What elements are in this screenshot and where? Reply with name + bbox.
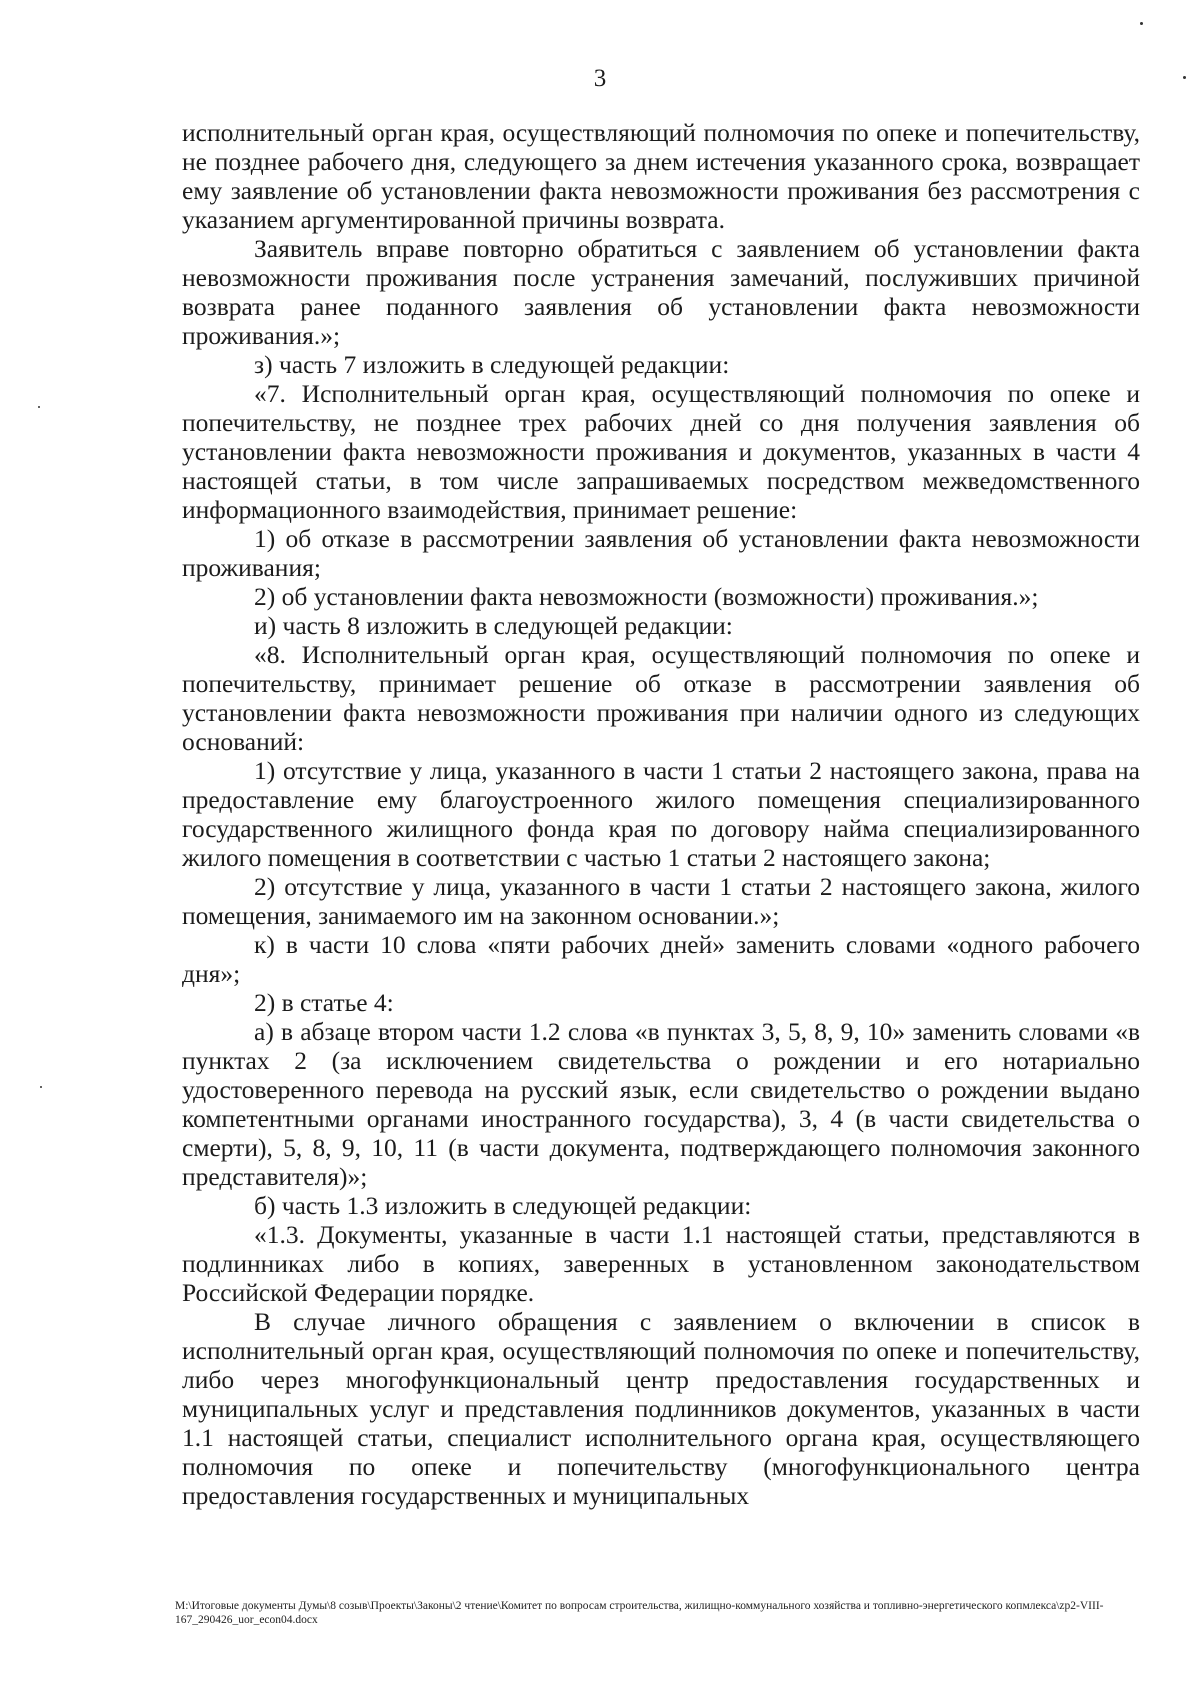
paragraph-11: к) в части 10 слова «пяти рабочих дней» заменить словами «одного рабочего дня»; xyxy=(182,930,1140,988)
paragraph-2: Заявитель вправе повторно обратиться с заявлением об установлении факта невозможности проживания после устранения замечаний, послуживших причиной возврата ранее поданного заявления об установлении факта невозможности проживания.»; xyxy=(182,234,1140,350)
scan-speck xyxy=(1183,76,1186,79)
paragraph-13: а) в абзаце втором части 1.2 слова «в пунктах 3, 5, 8, 9, 10» заменить словами «в пунктах 2 (за исключением свидетельства о рождении и его нотариально удостоверенного перевода на русский язык, если свидетельство о рождении выдано компетентными органами иностранного государства), 3, 4 (в части свидетельства о смерти), 5, 8, 9, 10, 11 (в части документа, подтверждающего полномочия законного представителя)»; xyxy=(182,1017,1140,1191)
paragraph-4: «7. Исполнительный орган края, осуществляющий полномочия по опеке и попечительству, не позднее трех рабочих дней со дня получения заявления об установлении факта невозможности проживания и документов, указанных в части 4 настоящей статьи, в том числе запрашиваемых посредством межведомственного информационного взаимодействия, принимает решение: xyxy=(182,379,1140,524)
page-number: 3 xyxy=(593,65,607,92)
scan-speck xyxy=(1140,22,1143,25)
paragraph-6: 2) об установлении факта невозможности (возможности) проживания.»; xyxy=(254,582,1039,611)
scan-speck xyxy=(40,1086,42,1088)
paragraph-5: 1) об отказе в рассмотрении заявления об установлении факта невозможности проживания; xyxy=(182,524,1140,582)
paragraph-8: «8. Исполнительный орган края, осуществляющий полномочия по опеке и попечительству, принимает решение об отказе в рассмотрении заявления об установлении факта невозможности проживания при наличии одного из следующих оснований: xyxy=(182,640,1140,756)
paragraph-10: 2) отсутствие у лица, указанного в части 1 статьи 2 настоящего закона, жилого помещения, занимаемого им на законном основании.»; xyxy=(182,872,1140,930)
footer-file-path: M:\Итоговые документы Думы\8 созыв\Проекты\Законы\2 чтение\Комитет по вопросам строительства, жилищно-коммунального хозяйства и топливно-энергетического копмлекса\zp2-VIII-167_290426_uor_econ04.docx xyxy=(175,1600,1104,1626)
document-body xyxy=(182,118,1140,1510)
paragraph-15: «1.3. Документы, указанные в части 1.1 настоящей статьи, представляются в подлинниках либо в копиях, заверенных в установленном законодательством Российской Федерации порядке. xyxy=(182,1220,1140,1307)
paragraph-16: В случае личного обращения с заявлением о включении в список в исполнительный орган края, осуществляющий полномочия по опеке и попечительству, либо через многофункциональный центр предоставления государственных и муниципальных услуг и представления подлинников документов, указанных в части 1.1 настоящей статьи, специалист исполнительного органа края, осуществляющего полномочия по опеке и попечительству (многофункционального центра предоставления государственных и муниципальных xyxy=(182,1307,1140,1510)
paragraph-9: 1) отсутствие у лица, указанного в части 1 статьи 2 настоящего закона, права на предоставление ему благоустроенного жилого помещения специализированного государственного жилищного фонда края по договору найма специализированного жилого помещения в соответствии с частью 1 статьи 2 настоящего закона; xyxy=(182,756,1140,872)
paragraph-3: з) часть 7 изложить в следующей редакции: xyxy=(254,350,730,379)
paragraph-1: исполнительный орган края, осуществляющий полномочия по опеке и попечительству, не позднее рабочего дня, следующего за днем истечения указанного срока, возвращает ему заявление об установлении факта невозможности проживания без рассмотрения с указанием аргументированной причины возврата. xyxy=(182,118,1140,234)
scan-speck xyxy=(38,406,40,408)
paragraph-12: 2) в статье 4: xyxy=(254,988,394,1017)
paragraph-14: б) часть 1.3 изложить в следующей редакции: xyxy=(254,1191,752,1220)
paragraph-7: и) часть 8 изложить в следующей редакции: xyxy=(254,611,733,640)
